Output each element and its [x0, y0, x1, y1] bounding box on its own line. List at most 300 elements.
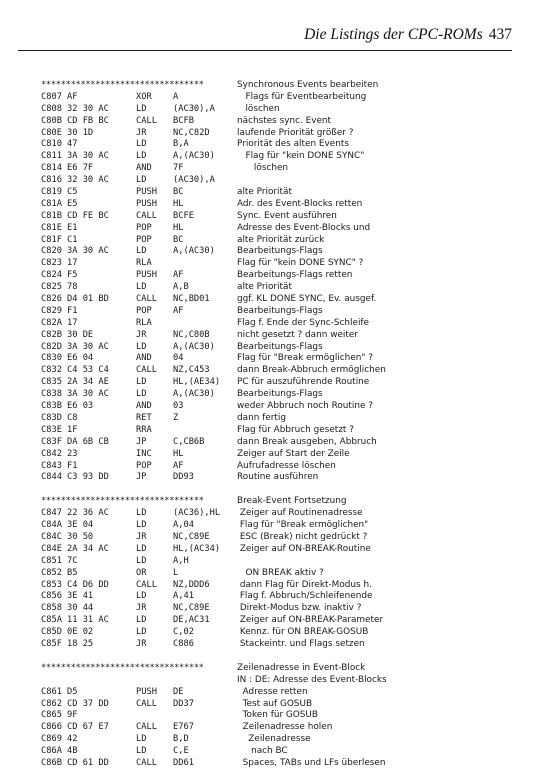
code-line	[41, 389, 521, 401]
code-mnemonic: CALL	[136, 365, 157, 376]
code-operand	[173, 710, 237, 722]
code-mnemonic: JR	[136, 638, 147, 649]
code-bytes: 11 31 AC	[67, 615, 109, 626]
code-address: C832	[41, 365, 62, 376]
code-address: C820	[41, 246, 62, 257]
code-operand: DD61	[173, 757, 194, 768]
code-comment: Zeiger auf Start der Zeile	[237, 448, 350, 459]
code-operand: 03	[173, 401, 184, 412]
code-mnemonic: JR	[136, 531, 147, 542]
code-mnemonic: PUSH	[136, 198, 157, 209]
page-number: 437	[488, 26, 512, 43]
code-comment: Zeilenadresse	[237, 734, 311, 745]
page-header	[0, 26, 512, 44]
code-address: C86B	[41, 757, 62, 768]
section-gap	[41, 484, 521, 496]
code-comment: alte Priorität	[237, 187, 292, 198]
code-address: C81A	[41, 198, 62, 209]
code-operand: A,(AC30)	[173, 151, 215, 162]
code-comment: Zeiger auf ON-BREAK-Parameter	[237, 615, 384, 626]
code-line	[41, 92, 521, 104]
code-address: C823	[41, 258, 62, 269]
code-operand: BCFB	[173, 115, 194, 126]
code-bytes: 2A 34 AC	[67, 543, 109, 554]
code-mnemonic: JR	[136, 127, 147, 138]
code-comment: Token für GOSUB	[237, 710, 319, 721]
code-comment: Aufrufadresse löschen	[237, 460, 336, 471]
code-comment: Zeilenadresse holen	[237, 722, 333, 733]
code-address: C851	[41, 555, 62, 566]
code-address: C81B	[41, 210, 62, 221]
code-operand: Z	[173, 412, 179, 423]
code-mnemonic: LD	[136, 555, 147, 566]
code-operand: HL,(AC34)	[173, 543, 221, 554]
code-mnemonic: LD	[136, 103, 147, 114]
code-bytes: 3A 30 AC	[67, 151, 109, 162]
code-line	[41, 532, 521, 544]
code-bytes: CD 67 E7	[67, 722, 109, 733]
code-operand: NZ,DDD6	[173, 579, 210, 590]
code-operand: E767	[173, 722, 194, 733]
code-operand: DD93	[173, 472, 194, 483]
code-bytes: CD FE BC	[67, 210, 109, 221]
code-mnemonic: CALL	[136, 757, 157, 768]
code-mnemonic: XOR	[136, 91, 152, 102]
code-mnemonic: CALL	[136, 722, 157, 733]
code-address: C835	[41, 377, 62, 388]
code-operand: BC	[173, 234, 184, 245]
code-bytes: E6 7F	[67, 163, 94, 174]
code-mnemonic: RLA	[136, 258, 152, 269]
code-operand: DD37	[173, 698, 194, 709]
code-mnemonic: POP	[136, 234, 152, 245]
code-bytes: C3 93 DD	[67, 472, 109, 483]
code-bytes: F5	[67, 270, 78, 281]
code-operand: NC,C89E	[173, 603, 210, 614]
code-bytes: 30 DE	[67, 329, 94, 340]
code-operand: 04	[173, 353, 184, 364]
code-bytes: 7C	[67, 555, 78, 566]
code-operand: AF	[173, 305, 184, 316]
code-mnemonic: PUSH	[136, 686, 157, 697]
code-address: C819	[41, 187, 62, 198]
code-operand	[173, 318, 237, 330]
code-line	[41, 330, 521, 342]
code-line	[41, 746, 521, 758]
code-operand: (AC30),A	[173, 175, 215, 186]
code-bytes: CD 37 DD	[67, 698, 109, 709]
code-comment: Flag für "Break ermöglichen" ?	[237, 353, 373, 364]
code-bytes: 3A 30 AC	[67, 389, 109, 400]
section-title: Break-Event Fortsetzung	[237, 496, 347, 507]
code-address: C83B	[41, 401, 62, 412]
code-mnemonic: JR	[136, 603, 147, 614]
code-bytes: B5	[67, 567, 78, 578]
section-subheader	[41, 675, 521, 687]
section-stars: *********************************	[41, 496, 204, 507]
section-header	[41, 496, 521, 508]
code-comment: ggf. KL DONE SYNC, Ev. ausgef.	[237, 294, 377, 305]
code-line	[41, 270, 521, 282]
code-bytes: 32 30 AC	[67, 103, 109, 114]
code-comment: Flag für "kein DONE SYNC"	[237, 151, 365, 162]
code-address: C829	[41, 305, 62, 316]
code-comment: Kennz. für ON BREAK-GOSUB	[237, 627, 369, 638]
header-rule	[18, 50, 512, 51]
code-comment: alte Priorität zurück	[237, 234, 325, 245]
code-operand: BC	[173, 187, 184, 198]
code-address: C83E	[41, 424, 62, 435]
code-mnemonic: RET	[136, 412, 152, 423]
code-comment: PC für auszuführende Routine	[237, 377, 370, 388]
code-operand: NC,BD01	[173, 294, 210, 305]
code-comment: Bearbeitungs-Flags	[237, 305, 323, 316]
code-bytes: 3E 04	[67, 520, 94, 531]
code-comment: Zeiger auf ON-BREAK-Routine	[237, 543, 371, 554]
code-mnemonic: JR	[136, 329, 147, 340]
code-bytes: CD 61 DD	[67, 757, 109, 768]
code-comment: dann Break ausgeben, Abbruch	[237, 436, 377, 447]
code-bytes: 9F	[67, 710, 78, 721]
code-address: C81E	[41, 222, 62, 233]
code-line	[41, 734, 521, 746]
code-comment: nach BC	[237, 746, 288, 757]
code-operand: A	[173, 91, 179, 102]
code-comment: löschen	[237, 163, 289, 174]
code-mnemonic: CALL	[136, 294, 157, 305]
code-mnemonic: INC	[136, 448, 152, 459]
code-operand: HL	[173, 198, 184, 209]
code-line	[41, 128, 521, 140]
code-operand: A,B	[173, 282, 189, 293]
code-bytes: C8	[67, 412, 78, 423]
code-mnemonic: AND	[136, 353, 152, 364]
code-bytes: 1F	[67, 424, 78, 435]
code-address: C842	[41, 448, 62, 459]
code-mnemonic: AND	[136, 401, 152, 412]
code-mnemonic: POP	[136, 305, 152, 316]
code-operand: C,CB6B	[173, 436, 205, 447]
code-mnemonic: LD	[136, 282, 147, 293]
code-mnemonic: LD	[136, 508, 147, 519]
code-operand: L	[173, 567, 179, 578]
code-line	[41, 591, 521, 603]
code-bytes: E1	[67, 222, 78, 233]
code-operand: A,(AC30)	[173, 246, 215, 257]
code-operand: A,(AC30)	[173, 389, 215, 400]
code-operand: A,H	[173, 555, 189, 566]
code-line	[41, 508, 521, 520]
code-address: C816	[41, 175, 62, 186]
code-mnemonic: LD	[136, 615, 147, 626]
code-comment: Routine ausführen	[237, 472, 319, 483]
code-bytes: F1	[67, 305, 78, 316]
code-comment: Direkt-Modus bzw. inaktiv ?	[237, 603, 362, 614]
code-address: C825	[41, 282, 62, 293]
code-mnemonic: LD	[136, 520, 147, 531]
code-line	[41, 318, 521, 330]
code-mnemonic: LD	[136, 746, 147, 757]
code-bytes: E5	[67, 198, 78, 209]
code-comment: dann Break-Abbruch ermöglichen	[237, 365, 386, 376]
code-line	[41, 246, 521, 258]
code-address: C847	[41, 508, 62, 519]
code-comment: Sync. Event ausführen	[237, 210, 337, 221]
code-mnemonic: POP	[136, 222, 152, 233]
section-gap	[41, 651, 521, 663]
code-operand: C,02	[173, 627, 194, 638]
code-operand	[173, 258, 237, 270]
section-stars: *********************************	[41, 80, 204, 90]
code-operand: (AC36),HL	[173, 508, 221, 519]
code-comment: löschen	[237, 103, 280, 114]
code-line	[41, 199, 521, 211]
code-bytes: 3A 30 AC	[67, 341, 109, 352]
code-line	[41, 758, 521, 770]
code-address: C866	[41, 722, 62, 733]
code-comment: Flag für "Break ermöglichen"	[237, 520, 369, 531]
code-operand: DE,AC31	[173, 615, 210, 626]
code-line	[41, 365, 521, 377]
code-mnemonic: PUSH	[136, 187, 157, 198]
code-operand: A,(AC30)	[173, 341, 215, 352]
code-mnemonic: JP	[136, 472, 147, 483]
code-line	[41, 235, 521, 247]
code-bytes: 30 1D	[67, 127, 94, 138]
code-comment: laufende Priorität größer ?	[237, 127, 354, 138]
code-line	[41, 710, 521, 722]
code-operand: 7F	[173, 163, 184, 174]
code-comment: Flag für "kein DONE SYNC" ?	[237, 258, 364, 269]
code-address: C811	[41, 151, 62, 162]
code-mnemonic: LD	[136, 591, 147, 602]
code-bytes: 30 50	[67, 531, 94, 542]
code-line	[41, 615, 521, 627]
code-mnemonic: LD	[136, 377, 147, 388]
code-operand: NC,C80B	[173, 329, 210, 340]
code-comment: ESC (Break) nicht gedrückt ?	[237, 531, 368, 542]
code-bytes: 22 36 AC	[67, 508, 109, 519]
code-comment: ON BREAK aktiv ?	[237, 567, 324, 578]
code-line	[41, 425, 521, 437]
code-line	[41, 461, 521, 473]
code-address: C853	[41, 579, 62, 590]
code-comment: Zeiger auf Routinenadresse	[237, 508, 363, 519]
code-line	[41, 687, 521, 699]
code-mnemonic: LD	[136, 139, 147, 150]
code-line	[41, 627, 521, 639]
code-line	[41, 437, 521, 449]
code-address: C84C	[41, 531, 62, 542]
code-comment: alte Priorität	[237, 282, 292, 293]
code-line	[41, 139, 521, 151]
code-address: C808	[41, 103, 62, 114]
code-line	[41, 699, 521, 711]
code-address: C865	[41, 710, 62, 721]
code-address: C82B	[41, 329, 62, 340]
code-operand: NC,C82D	[173, 127, 210, 138]
code-comment: Adresse des Event-Blocks und	[237, 222, 371, 233]
code-address: C869	[41, 734, 62, 745]
code-address: C856	[41, 591, 62, 602]
code-mnemonic: JP	[136, 436, 147, 447]
code-comment: Priorität des alten Events	[237, 139, 349, 150]
code-address: C861	[41, 686, 62, 697]
code-mnemonic: AND	[136, 163, 152, 174]
code-address: C810	[41, 139, 62, 150]
code-line	[41, 175, 521, 187]
code-bytes: 32 30 AC	[67, 175, 109, 186]
code-address: C83F	[41, 436, 62, 447]
code-operand: HL,(AE34)	[173, 377, 221, 388]
code-mnemonic: RRA	[136, 424, 152, 435]
code-line	[41, 258, 521, 270]
code-address: C807	[41, 91, 62, 102]
code-address: C80E	[41, 127, 62, 138]
code-address: C82A	[41, 317, 62, 328]
code-address: C830	[41, 353, 62, 364]
code-mnemonic: LD	[136, 341, 147, 352]
code-mnemonic	[136, 710, 173, 722]
code-bytes: E6 03	[67, 401, 94, 412]
code-mnemonic: LD	[136, 627, 147, 638]
code-line	[41, 342, 521, 354]
code-operand: HL	[173, 448, 184, 459]
code-line	[41, 568, 521, 580]
section-title: Synchronous Events bearbeiten	[237, 80, 379, 90]
assembly-listing	[41, 80, 521, 770]
code-operand: BCFE	[173, 210, 194, 221]
section-stars: *********************************	[41, 662, 204, 673]
code-operand: A,04	[173, 520, 194, 531]
code-operand: B,D	[173, 734, 189, 745]
code-line	[41, 163, 521, 175]
code-bytes: CD FB BC	[67, 115, 109, 126]
code-address: C844	[41, 472, 62, 483]
code-comment: Adr. des Event-Blocks retten	[237, 198, 363, 209]
code-bytes: 4B	[67, 746, 78, 757]
code-comment: Bearbeitungs-Flags	[237, 389, 323, 400]
code-line	[41, 544, 521, 556]
code-bytes: F1	[67, 460, 78, 471]
code-mnemonic: POP	[136, 460, 152, 471]
section-header	[41, 663, 521, 675]
code-mnemonic: LD	[136, 543, 147, 554]
code-address: C84E	[41, 543, 62, 554]
code-line	[41, 401, 521, 413]
code-comment: Bearbeitungs-Flags retten	[237, 270, 353, 281]
code-address: C85F	[41, 638, 62, 649]
code-bytes: D4 01 BD	[67, 294, 109, 305]
code-bytes: 47	[67, 139, 78, 150]
code-address: C82D	[41, 341, 62, 352]
code-operand: A,41	[173, 591, 194, 602]
code-operand: AF	[173, 270, 184, 281]
code-line	[41, 116, 521, 128]
code-address: C86A	[41, 746, 62, 757]
code-operand: DE	[173, 686, 184, 697]
code-line	[41, 449, 521, 461]
code-mnemonic: LD	[136, 389, 147, 400]
code-comment: Flags für Eventbearbeitung	[237, 91, 367, 102]
code-bytes: D5	[67, 686, 78, 697]
code-operand: C886	[173, 638, 194, 649]
code-mnemonic: CALL	[136, 579, 157, 590]
code-address: C852	[41, 567, 62, 578]
code-comment: Adresse retten	[237, 686, 308, 697]
code-line	[41, 282, 521, 294]
code-bytes: 17	[67, 258, 78, 269]
code-bytes: 0E 02	[67, 627, 94, 638]
code-comment: dann Flag für Direkt-Modus h.	[237, 579, 372, 590]
section-header	[41, 80, 521, 92]
code-bytes: C4 D6 DD	[67, 579, 109, 590]
code-comment: Bearbeitungs-Flags	[237, 341, 323, 352]
code-line	[41, 187, 521, 199]
code-line	[41, 377, 521, 389]
code-mnemonic: LD	[136, 151, 147, 162]
code-comment	[237, 175, 521, 187]
code-operand: AF	[173, 460, 184, 471]
code-address: C814	[41, 163, 62, 174]
code-operand: HL	[173, 222, 184, 233]
code-address: C81F	[41, 234, 62, 245]
code-line	[41, 603, 521, 615]
code-operand: NC,C89E	[173, 531, 210, 542]
code-address: C80B	[41, 115, 62, 126]
code-bytes: 17	[67, 317, 78, 328]
code-line	[41, 223, 521, 235]
code-line	[41, 639, 521, 651]
code-line	[41, 722, 521, 734]
code-comment: Flag f. Ende der Sync-Schleife	[237, 317, 370, 328]
code-operand: C,E	[173, 746, 189, 757]
code-address: C85A	[41, 615, 62, 626]
code-bytes: C4 53 C4	[67, 365, 109, 376]
code-comment: weder Abbruch noch Routine ?	[237, 401, 373, 412]
code-address: C843	[41, 460, 62, 471]
code-address: C838	[41, 389, 62, 400]
code-comment: Spaces, TABs und LFs überlesen	[237, 757, 386, 768]
section-title: Zeilenadresse in Event-Block	[237, 662, 366, 673]
code-mnemonic: OR	[136, 567, 147, 578]
code-bytes: 18 25	[67, 638, 94, 649]
code-line	[41, 413, 521, 425]
code-operand: B,A	[173, 139, 189, 150]
code-mnemonic: CALL	[136, 698, 157, 709]
code-comment: Flag für Abbruch gesetzt ?	[237, 424, 354, 435]
code-bytes: C1	[67, 234, 78, 245]
code-comment: Flag f. Abbruch/Schleifenende	[237, 591, 373, 602]
code-line	[41, 151, 521, 163]
code-mnemonic: CALL	[136, 210, 157, 221]
code-comment: Stackeintr. und Flags setzen	[237, 638, 365, 649]
code-bytes: 23	[67, 448, 78, 459]
code-comment: nicht gesetzt ? dann weiter	[237, 329, 358, 340]
code-mnemonic: CALL	[136, 115, 157, 126]
code-line	[41, 556, 521, 568]
code-bytes: 2A 34 AE	[67, 377, 109, 388]
code-line	[41, 104, 521, 116]
code-operand	[173, 425, 237, 437]
section-subtitle: IN : DE: Adresse des Event-Blocks	[237, 674, 387, 685]
code-comment: nächstes sync. Event	[237, 115, 332, 126]
code-bytes: 3A 30 AC	[67, 246, 109, 257]
code-bytes: 3E 41	[67, 591, 94, 602]
code-bytes: C5	[67, 187, 78, 198]
code-line	[41, 294, 521, 306]
code-bytes: 42	[67, 734, 78, 745]
